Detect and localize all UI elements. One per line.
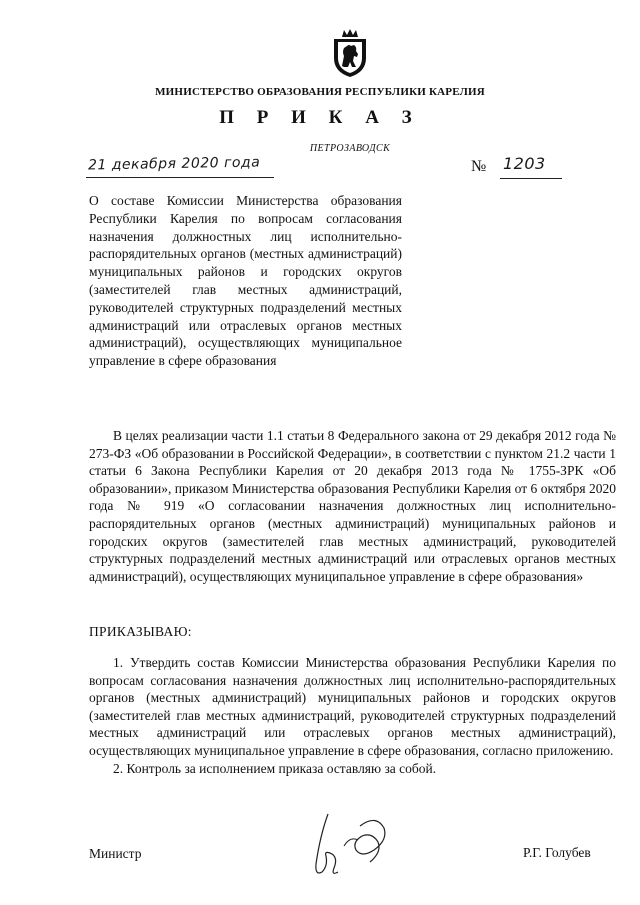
- order-item-1: 1. Утвердить состав Комиссии Министерства образования Республики Карелия по вопросам согласования назначения должностных лиц исполнительно-распорядительных органов (местных администраций) муниципальных районов и городских округов (заместителей глав местных администраций, руководителей структурных подразделений местных администраций или отраслевых органов местных администраций), осуществляющих муниципальное управление в сфере образования, согласно приложению.: [89, 655, 616, 758]
- city-name: ПЕТРОЗАВОДСК: [309, 143, 391, 154]
- order-subject: О составе Комиссии Министерства образования Республики Карелия по вопросам согласования назначения должностных лиц исполнительно-распорядительных органов (местных администраций) муниципальных районов и городских округов (заместителей глав местных администраций, руководителей структурных подразделений местных администраций или отраслевых органов местных администраций), осуществляющих муниципальное управление в сфере образования: [89, 193, 402, 369]
- document-type-title: П Р И К А З: [219, 107, 421, 128]
- preamble-paragraph: В целях реализации части 1.1 статьи 8 Федерального закона от 29 декабря 2012 года № 273-ФЗ «Об образовании в Российской Федерации», в соответствии с пунктом 21.2 части 1 статьи 6 Закона Республики Карелия от 20 декабря 2013 года № 1755-ЗРК «Об образовании», приказом Министерства образования Республики Карелия от 6 октября 2020 года № 919 «О согласовании назначения должностных лиц исполнительно-распорядительных органов (местных администраций) муниципальных районов и городских округов (заместителей глав местных администраций, руководителей структурных подразделений местных администраций или отраслевых органов местных администраций), осуществляющих муниципальное управление в сфере образования»: [89, 428, 616, 584]
- number-sign: №: [471, 158, 487, 175]
- handwritten-number: 1203: [503, 154, 546, 173]
- handwritten-date: 21 декабря 2020 года: [87, 154, 261, 174]
- signer-name: Р.Г. Голубев: [523, 845, 591, 860]
- order-item-2: 2. Контроль за исполнением приказа оставляю за собой.: [113, 760, 437, 776]
- date-underline: [86, 177, 274, 178]
- handwritten-signature-icon: [298, 806, 408, 886]
- ministry-name: МИНИСТЕРСТВО ОБРАЗОВАНИЯ РЕСПУБЛИКИ КАРЕЛИЯ: [155, 86, 485, 98]
- signer-position: Министр: [89, 846, 142, 861]
- order-keyword: ПРИКАЗЫВАЮ:: [89, 624, 192, 639]
- karelia-coat-of-arms-icon: [330, 28, 370, 78]
- order-items: [89, 654, 616, 777]
- number-underline: [500, 178, 562, 179]
